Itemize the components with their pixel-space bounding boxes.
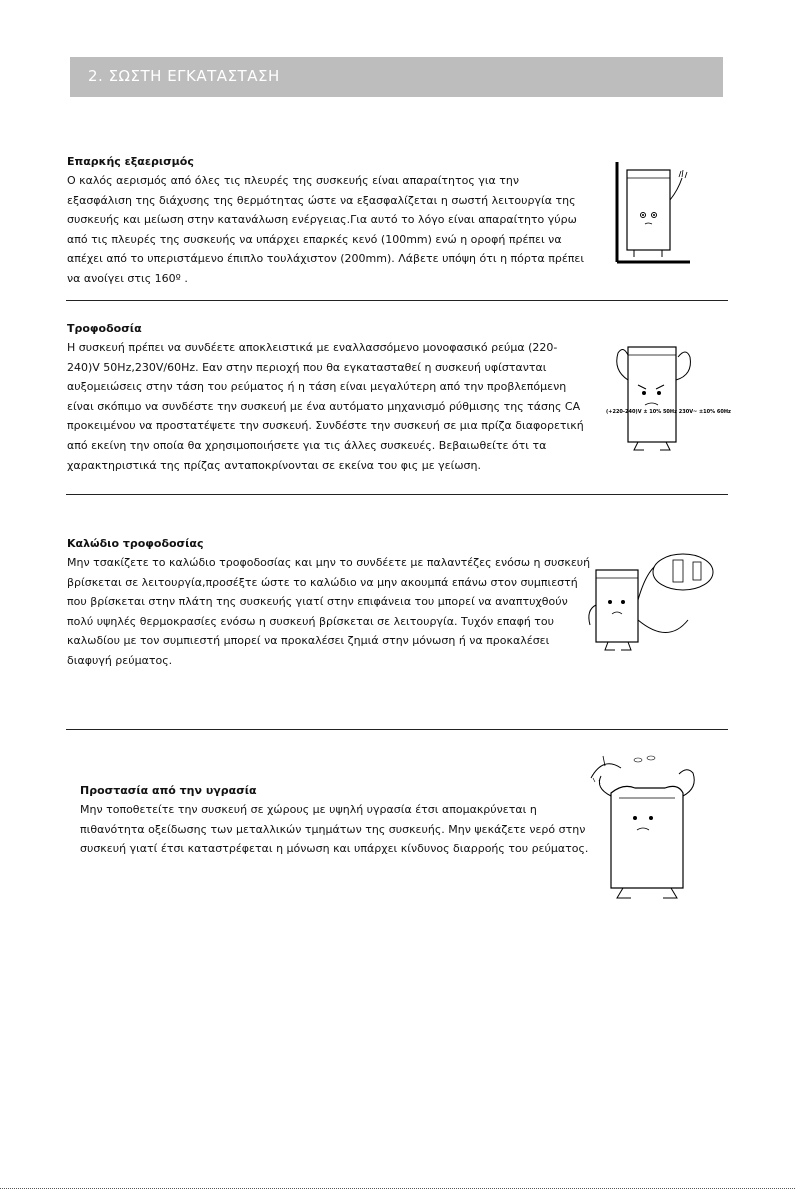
section-title: Τροφοδοσία [67, 322, 142, 335]
fridge-power-illustration [598, 335, 731, 460]
section-divider [66, 300, 728, 301]
section-body: Μην τσακίζετε το καλώδιο τροφοδοσίας και μην το συνδέετε με παλαντέζες ενόσω η συσκευή βρίσκεται σε λειτουργία,προσέξτε ώστε το καλώδιο να μην ακουμπά επάνω στον συμπιεστή που βρίσκεται στην πλάτη της συσκευής γιατί στην επιφάνεια του μπορεί να αναπτυχθούν πολύ υψηλές θερμοκρασίες ενόσω η συσκευή βρίσκεται σε λειτουργία. Τυχόν επαφή του καλωδίου με τον συμπιεστή μπορεί να προκαλέσει ζημιά στην μόνωση ή να προκαλέσει διαφυγή ρεύματος. [67, 556, 591, 667]
section-title: Επαρκής εξαερισμός [67, 155, 194, 168]
section-title: Καλώδιο τροφοδοσίας [67, 537, 204, 550]
section-body: Ο καλός αερισμός από όλες τις πλευρές της συσκευής είναι απαραίτητος για την εξασφάλιση της διάχυσης της θερμότητας ώστε να εξασφαλίζεται η σωστή λειτουργία της συσκευής και μείωση στην κατανάλωση ενέργειας.Για αυτό το λόγο είναι απαραίτητο γύρω από τις πλευρές της συσκευής να υπάρχει επαρκές κενό (100mm) ενώ η οροφή πρέπει να απέχει από το υπεριστάμενο έπιπλο τουλάχιστον (200mm). Λάβετε υπόψη ότι η πόρτα πρέπει να ανοίγει στις 160º . [67, 174, 585, 285]
voltage-label: (+220-240)V ± 10% 50Hz 230V~ ±10% 60Hz [606, 409, 731, 415]
section-divider [66, 729, 728, 730]
fridge-moisture-illustration [583, 748, 703, 908]
section-ventilation [67, 155, 587, 289]
section-power-supply [67, 322, 587, 475]
fridge-ventilation-illustration [612, 160, 692, 265]
section-header-title: 2. ΣΩΣΤΗ ΕΓΚΑΤΑΣΤΑΣΗ [88, 67, 280, 85]
section-divider [66, 494, 728, 495]
section-body: Η συσκευή πρέπει να συνδέετε αποκλειστικά με εναλλασσόμενο μονοφασικό ρεύμα (220-240)V 50Hz,230V/60Hz. Εαν στην περιοχή που θα εγκατασταθεί η συσκευή υφίστανται αυξομειώσεις στην τάση του ρεύματος ή η τάση είναι μεγαλύτερη από την προβλεπόμενη είναι σκόπιμο να συνδέστε την συσκευή με ένα αυτόματο μηχανισμό ρύθμισης της τάσης CA προκειμένου να προστατέψετε την συσκευή. Συνδέστε την συσκευή σε μια πρίζα διαφορετική από εκείνη την οποία θα χρησιμοποιήσετε για τις άλλες συσκευές. Βεβαιωθείτε ότι τα χαρακτηριστικά της πρίζας ανταποκρίνονται σε εκείνα του φις με γείωση. [67, 341, 584, 472]
section-body: Μην τοποθετείτε την συσκευή σε χώρους με υψηλή υγρασία έτσι απομακρύνεται η πιθανότητα οξείδωσης των μεταλλικών τμημάτων της συσκευής. Μην ψεκάζετε νερό στην συσκευή γιατί έτσι καταστρέφεται η μόνωση και υπάρχει κίνδυνος διαρροής του ρεύματος. [80, 803, 589, 856]
section-moisture-protection [80, 784, 600, 859]
section-power-cable [67, 537, 592, 671]
page-bottom-rule [0, 1188, 795, 1189]
section-header-bar [70, 57, 723, 97]
fridge-cable-illustration [588, 550, 723, 660]
section-title: Προστασία από την υγρασία [80, 784, 257, 797]
